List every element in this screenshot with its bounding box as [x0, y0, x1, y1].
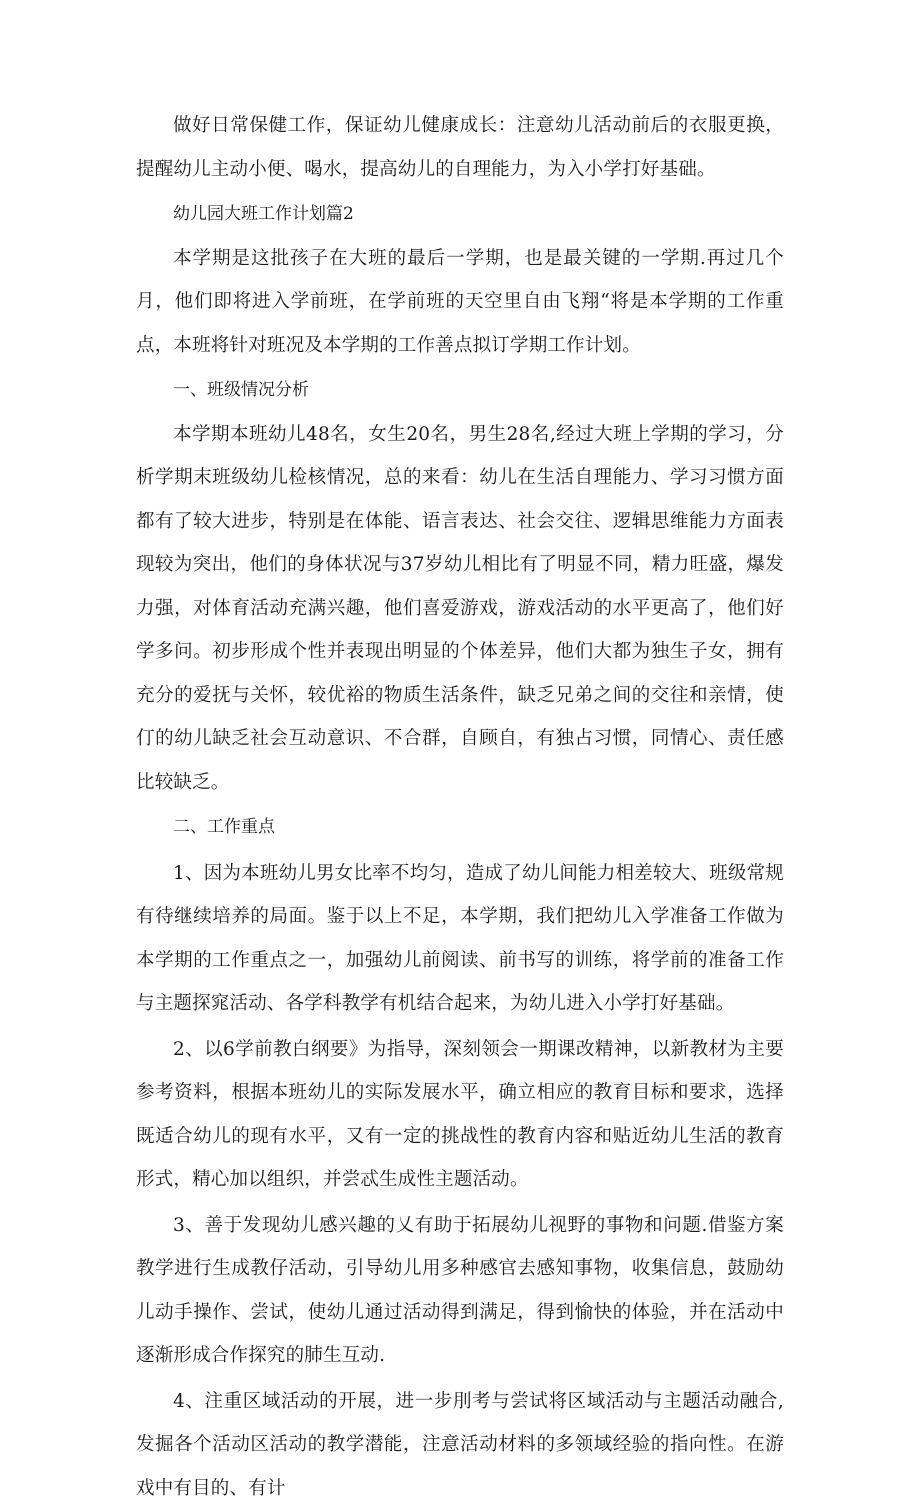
paragraph-semester-intro: 本学期是这批孩子在大班的最后一学期，也是最关键的一学期.再过几个月，他们即将进入学前班，在学前班的天空里自由飞翔“将是本学期的工作重点，本班将针对班况及本学期的工作善点拟订学期工作计划。 [136, 237, 784, 368]
heading-work-focus: 二、工作重点 [136, 806, 784, 850]
heading-plan-part-2: 幼儿园大班工作计划篇2 [136, 193, 784, 237]
paragraph-focus-item-1: 1、因为本班幼儿男女比率不均匀，造成了幼儿间能力相差较大、班级常规有待继续培养的局面。鉴于以上不足，本学期，我们把幼儿入学准备工作做为本学期的工作重点之一，加强幼儿前阅读、前书写的训练，将学前的准备工作与主题探窕活动、各学科教学有机结合起来，为幼儿进入小学打好基础。 [136, 852, 784, 1026]
paragraph-focus-item-4: 4、注重区域活动的开展，进一步刖考与尝试将区域活动与主题活动融合,发掘各个活动区活动的教学潜能，注意活动材料的多领域经验的指向性。在游戏中有目的、有计 [136, 1380, 784, 1510]
paragraph-focus-item-2: 2、以6学前教白纲要》为指导，深刻领会一期课改精神，以新教材为主要参考资料，根据本班幼儿的实际发展水平，确立相应的教育目标和要求，选择既适合幼儿的现有水平，又有一定的挑战性的教育内容和贴近幼儿生活的教育形式，精心加以组织，并尝忒生成性主题活动。 [136, 1028, 784, 1202]
document-page [136, 104, 784, 1510]
heading-class-analysis: 一、班级情况分析 [136, 369, 784, 413]
paragraph-class-analysis: 本学期本班幼儿48名，女生20名，男生28名,经过大班上学期的学习，分析学期末班级幼儿检核情况，总的来看：幼儿在生活自理能力、学习习惯方面都有了较大进步，特别是在体能、语言表达、社会交往、逻辑思维能力方面表现较为突出，他们的身体状况与37岁幼儿相比有了明显不同，精力旺盛，爆发力强，对体育活动充满兴趣，他们喜爱游戏，游戏活动的水平更高了，他们好学多问。初步形成个性并表现出明显的个体差异，他们大都为独生子女，拥有充分的爱抚与关怀，较优裕的物质生活条件，缺乏兄弟之间的交往和亲情，使仃的幼儿缺乏社会互动意识、不合群，自顾自，有独占习惯，同情心、责任感比较缺乏。 [136, 413, 784, 805]
paragraph-health-care: 做好日常保健工作，保证幼儿健康成长：注意幼儿活动前后的衣服更换，提醒幼儿主动小便、喝水，提高幼儿的自理能力，为入小学打好基础。 [136, 104, 784, 191]
paragraph-focus-item-3: 3、善于发现幼儿感兴趣的乂有助于拓展幼儿视野的事物和问题.借鉴方案教学进行生成教仔活动，引导幼儿用多种感官去感知事物，收集信息，鼓励幼儿动手操作、尝试，使幼儿通过活动得到满足，得到愉快的体验，并在活动中逐渐形成合作探究的肺生互动. [136, 1204, 784, 1378]
